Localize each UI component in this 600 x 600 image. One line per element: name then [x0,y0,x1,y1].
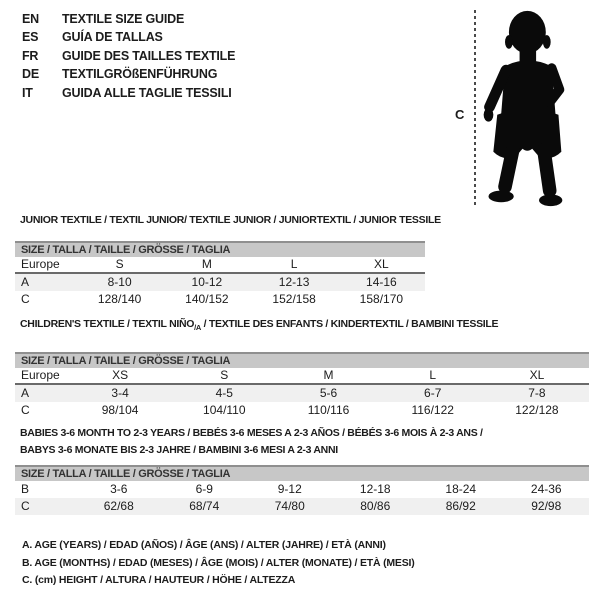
title-line-1: BABIES 3-6 MONTH TO 2-3 YEARS / BEBÉS 3-6 MESES A 2-3 AÑOS / BÉBÉS 3-6 MOIS À 2-3 ANS / [20,427,483,439]
size-cell: XL [374,257,389,271]
row-label: A [21,275,30,289]
age-cell: 10-12 [191,275,223,289]
size-header-bar: SIZE / TALLA / TAILLE / GRÖSSE / TAGLIA [15,241,425,257]
language-label: GUIDA ALLE TAGLIE TESSILI [62,85,232,100]
title-part: / TEXTILE DES ENFANTS / KINDERTEXTIL / BAMBINI TESSILE [201,318,499,330]
age-cell: 9-12 [277,482,302,496]
table-title [15,317,589,335]
table-row-europe [15,257,425,274]
size-header-bar: SIZE / TALLA / TAILLE / GRÖSSE / TAGLIA [15,465,589,481]
footnote-a: A. AGE (YEARS) / EDAD (AÑOS) / ÂGE (ANS) / ALTER (JAHRE) / ETÀ (ANNI) [22,539,386,551]
table-row-height [15,498,589,515]
language-label: GUÍA DE TALLAS [62,30,163,45]
table-row-age [15,385,589,402]
table-row-height [15,291,425,308]
junior-size-table [15,213,441,308]
table-row-europe [15,368,589,385]
language-label: GUIDE DES TAILLES TEXTILE [62,48,236,63]
footnote-b: B. AGE (MONTHS) / EDAD (MESES) / ÂGE (MOIS) / ALTER (MONATE) / ETÀ (MESI) [22,556,415,569]
size-cell: XS [112,368,129,383]
table-title [15,425,589,459]
language-code: FR [22,48,39,63]
table-title: JUNIOR TEXTILE / TEXTIL JUNIOR/ TEXTILE JUNIOR / JUNIORTEXTIL / JUNIOR TESSILE [20,214,441,226]
age-cell: 8-10 [107,275,132,289]
age-cell: 3-4 [111,386,129,401]
age-cell: 4-5 [215,386,233,401]
height-cell: 68/74 [189,499,220,513]
age-cell: 3-6 [110,482,128,496]
language-code: DE [22,67,39,82]
title-line-2: BABYS 3-6 MONATE BIS 2-3 JAHRE / BAMBINI 3-6 MESI A 2-3 ANNI [20,444,338,456]
height-cell: 98/104 [101,403,139,418]
size-cell: L [290,257,298,271]
age-cell: 5-6 [319,386,338,401]
row-label: C [21,499,30,513]
height-cell: 158/170 [359,292,404,306]
size-header-bar: SIZE / TALLA / TAILLE / GRÖSSE / TAGLIA [15,352,589,368]
size-cell: S [220,368,229,383]
language-code: IT [22,85,33,100]
footnotes [22,537,415,590]
height-measure-dotted-line [474,10,476,208]
footnote-c: C. (cm) HEIGHT / ALTURA / HAUTEUR / HÖHE / ALTEZZA [22,574,296,586]
language-list [22,10,235,102]
row-label: C [21,403,30,418]
height-cell: 62/68 [103,499,134,513]
language-code: ES [22,30,39,45]
language-label: TEXTILE SIZE GUIDE [62,12,185,26]
height-measure-label: C [455,107,465,122]
age-cell: 7-8 [528,386,546,401]
size-cell: M [323,368,334,383]
row-label: C [21,292,30,306]
table-row-age [15,274,425,291]
height-cell: 122/128 [515,403,559,418]
table-row-height [15,402,589,419]
size-cell: S [115,257,124,271]
size-cell: L [429,368,437,383]
height-cell: 128/140 [97,292,142,306]
row-label: B [21,482,30,496]
babies-size-table [15,425,589,515]
row-label: Europe [21,257,60,271]
height-cell: 110/116 [307,403,350,418]
height-cell: 104/110 [203,403,246,418]
age-cell: 6-9 [195,482,213,496]
age-cell: 12-13 [278,275,310,289]
age-cell: 12-18 [359,482,391,496]
height-cell: 74/80 [274,499,305,513]
age-cell: 14-16 [366,275,397,289]
language-row-it [22,84,235,102]
size-cell: M [201,257,212,271]
height-cell: 86/92 [445,499,476,513]
height-cell: 80/86 [360,499,391,513]
toddler-silhouette-icon [482,6,597,210]
title-subscript: /A [194,323,202,333]
language-label: TEXTILGRÖßENFÜHRUNG [62,67,218,82]
age-cell: 6-7 [424,386,442,401]
language-row-es [22,28,235,46]
language-code: EN [22,12,39,26]
row-label: A [21,386,30,401]
language-row-en [22,10,235,28]
title-part: CHILDREN'S TEXTILE / TEXTIL NIÑO [20,318,195,330]
children-size-table [15,317,589,419]
language-row-fr [22,47,235,65]
height-cell: 92/98 [531,499,562,513]
age-cell: 18-24 [445,482,477,496]
table-row-age-months [15,481,589,498]
height-cell: 152/158 [272,292,316,306]
language-row-de [22,65,235,83]
row-label: Europe [21,368,60,383]
age-cell: 24-36 [530,482,562,496]
height-cell: 116/122 [411,403,454,418]
size-cell: XL [529,368,545,383]
height-cell: 140/152 [185,292,229,306]
